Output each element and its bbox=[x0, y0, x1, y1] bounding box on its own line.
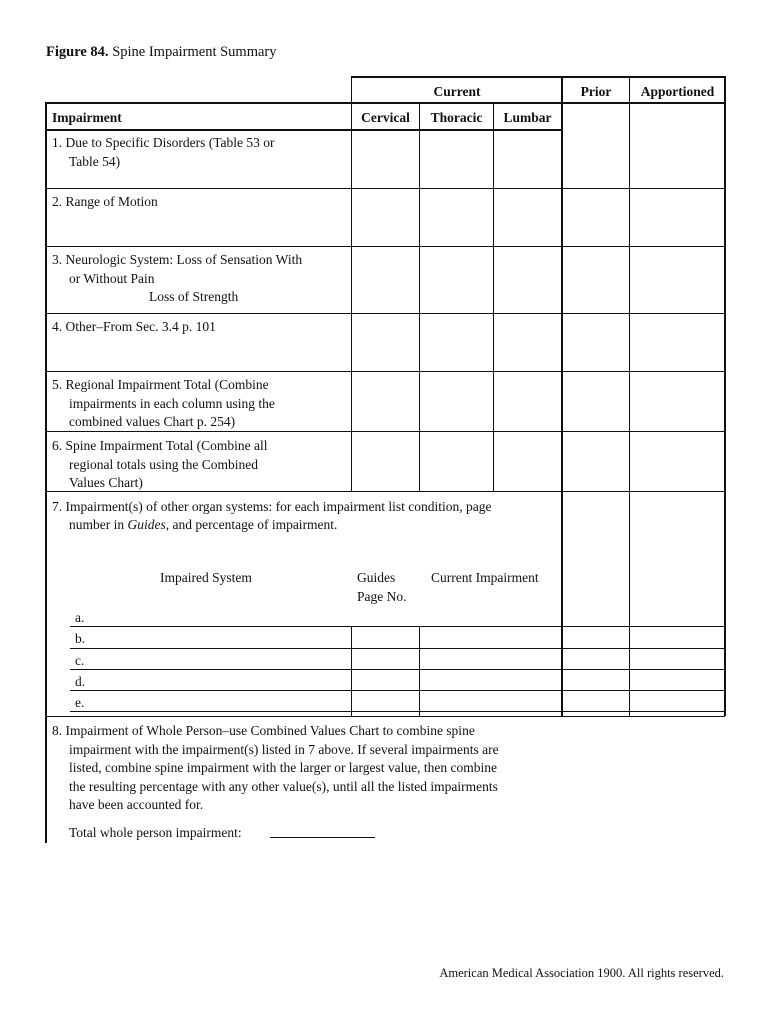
figure-number: Figure 84. bbox=[46, 44, 109, 60]
other-systems-line-2: number in Guides, and percentage of impairment. bbox=[69, 517, 338, 532]
header-impairment: Impairment bbox=[52, 110, 122, 125]
row-other: 4. Other–From Sec. 3.4 p. 101 bbox=[52, 319, 216, 334]
whole-person-paragraph: 8. Impairment of Whole Person–use Combined Values Chart to combine spine impairment with the impairment(s) listed in 7 above. If several impairments are listed, combine spine impairment with the larger or largest value, then combine the resulting percentage with any other value(s), until all the listed impairments have been accounted for. bbox=[52, 723, 499, 812]
header-current: Current bbox=[433, 84, 481, 99]
col-current-impairment: Current Impairment bbox=[431, 570, 539, 585]
header-cervical: Cervical bbox=[361, 110, 410, 125]
system-item-c: c. bbox=[75, 653, 85, 668]
system-item-a: a. bbox=[75, 610, 85, 625]
other-systems-line-1: 7. Impairment(s) of other organ systems: for each impairment list condition, page bbox=[52, 499, 492, 514]
figure-title: Spine Impairment Summary bbox=[112, 44, 277, 60]
header-prior: Prior bbox=[580, 84, 612, 99]
system-item-e: e. bbox=[75, 695, 85, 710]
header-thoracic: Thoracic bbox=[430, 110, 483, 125]
figure-caption bbox=[46, 43, 277, 62]
header-lumbar: Lumbar bbox=[503, 110, 552, 125]
total-whole-person-blank[interactable] bbox=[270, 837, 375, 838]
col-impaired-system: Impaired System bbox=[160, 570, 252, 585]
col-guides-page: Guides Page No. bbox=[357, 570, 407, 604]
system-item-d: d. bbox=[75, 674, 86, 689]
row-regional-total: 5. Regional Impairment Total (Combine impairments in each column using the combined values Chart p. 254) bbox=[52, 377, 275, 429]
total-whole-person-label: Total whole person impairment: bbox=[69, 825, 242, 840]
copyright-footer: American Medical Association 1900. All rights reserved. bbox=[439, 966, 724, 980]
row-spine-total: 6. Spine Impairment Total (Combine all regional totals using the Combined Values Chart) bbox=[52, 438, 268, 490]
header-apportioned: Apportioned bbox=[640, 84, 715, 99]
row-neurologic-system: 3. Neurologic System: Loss of Sensation With or Without Pain Loss of Strength bbox=[52, 252, 303, 304]
system-item-b: b. bbox=[75, 631, 86, 646]
row-range-of-motion: 2. Range of Motion bbox=[52, 194, 158, 209]
row-specific-disorders: 1. Due to Specific Disorders (Table 53 or Table 54) bbox=[52, 135, 275, 169]
